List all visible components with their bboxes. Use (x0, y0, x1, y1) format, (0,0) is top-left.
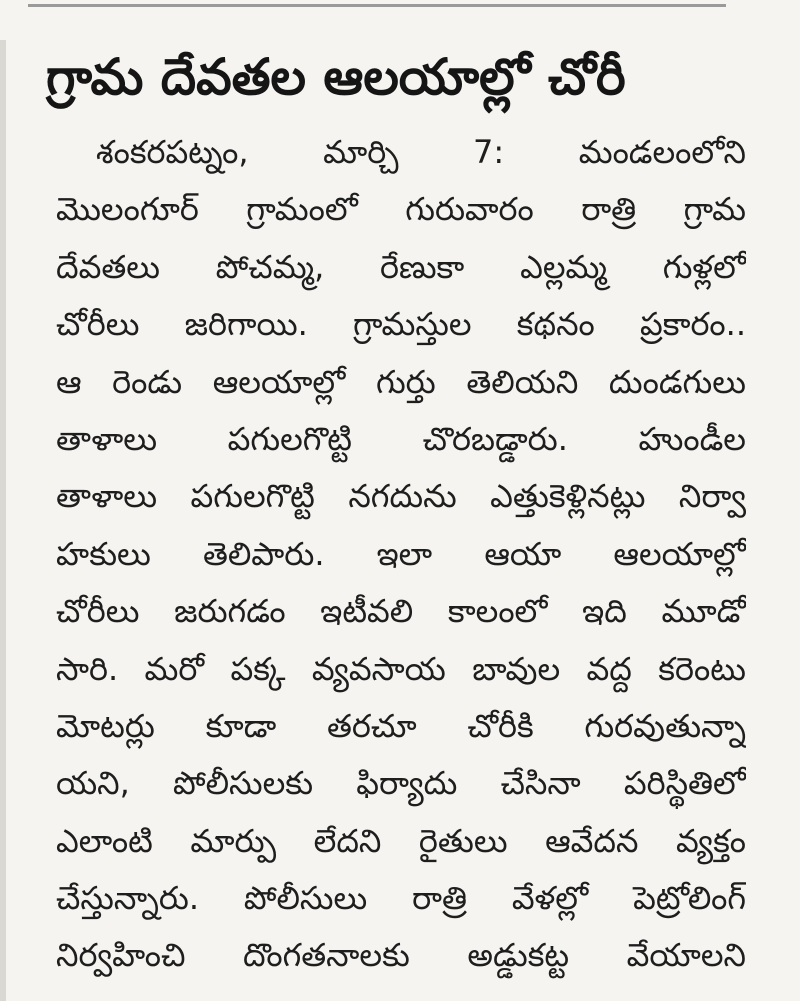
article-line: చేస్తున్నారు. పోలీసులు రాత్రి వేళల్లో పెట్రోలింగ్ (56, 879, 746, 918)
article-line: సారి. మరో పక్క వ్యవసాయ బావుల వద్ద కరెంటు (56, 649, 746, 688)
article-line: శంకరపట్నం, మార్చి 7: మండలంలోని (96, 133, 746, 171)
left-column-edge (0, 40, 6, 1001)
article-line: చోరీలు జరుగడం ఇటీవలి కాలంలో ఇది మూడో (56, 592, 746, 631)
article-line: ఎలాంటి మార్పు లేదని రైతులు ఆవేదన వ్యక్తం (56, 821, 746, 860)
article-line: హకులు తెలిపారు. ఇలా ఆయా ఆలయాల్లో (56, 534, 746, 573)
article-line: మొలంగూర్ గ్రామంలో గురువారం రాత్రి గ్రామ (56, 190, 746, 229)
article-line: తాళాలు పగులగొట్టి చొరబడ్డారు. హుండీల (56, 419, 746, 458)
article-line: యని, పోలీసులకు ఫిర్యాదు చేసినా పరిస్థితిలో (56, 764, 746, 803)
article-line: మోటర్లు కూడా తరచూ చోరీకి గురవుతున్నా (56, 706, 746, 745)
top-divider-rule (28, 4, 726, 7)
article-line: తాళాలు పగులగొట్టి నగదును ఎత్తుకెళ్లినట్లు నిర్వా (56, 477, 746, 516)
article-line: నిర్వహించి దొంగతనాలకు అడ్డుకట్ట వేయాలని (56, 936, 746, 975)
article-line: ఆ రెండు ఆలయాల్లో గుర్తు తెలియని దుండగులు (56, 362, 746, 401)
article-line: దేవతలు పోచమ్మ, రేణుకా ఎల్లమ్మ గుళ్లలో (56, 247, 746, 286)
article-headline: గ్రామ దేవతల ఆలయాల్లో చోరీ (46, 48, 626, 106)
article-body (56, 124, 746, 985)
article-line: చోరీలు జరిగాయి. గ్రామస్తుల కథనం ప్రకారం.. (56, 305, 746, 344)
